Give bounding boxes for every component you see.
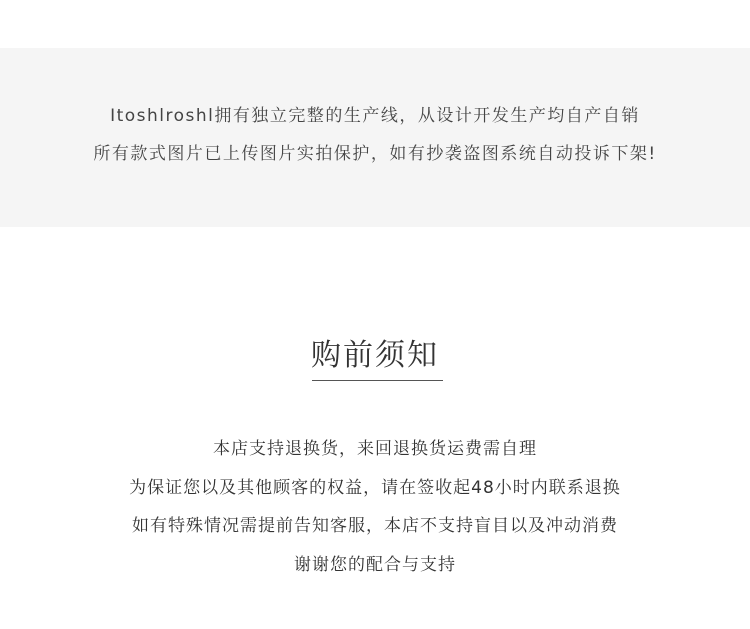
copyright-statement-line: 所有款式图片已上传图片实拍保护，如有抄袭盗图系统自动投诉下架! (93, 144, 657, 164)
notice-line-special-cases: 如有特殊情况需提前告知客服，本店不支持盲目以及冲动消费 (132, 516, 618, 536)
purchase-notice-title: 购前须知 (311, 338, 439, 373)
notice-line-return-policy: 本店支持退换货，来回退换货运费需自理 (213, 439, 537, 459)
notice-line-48h-contact: 为保证您以及其他顾客的权益，请在签收起48小时内联系退换 (129, 478, 621, 498)
notice-line-thanks: 谢谢您的配合与支持 (294, 555, 456, 575)
title-underline-divider (312, 380, 443, 381)
brand-statement-banner (0, 48, 750, 227)
brand-statement-line: Itoshlroshl拥有独立完整的生产线，从设计开发生产均自产自销 (110, 106, 640, 126)
